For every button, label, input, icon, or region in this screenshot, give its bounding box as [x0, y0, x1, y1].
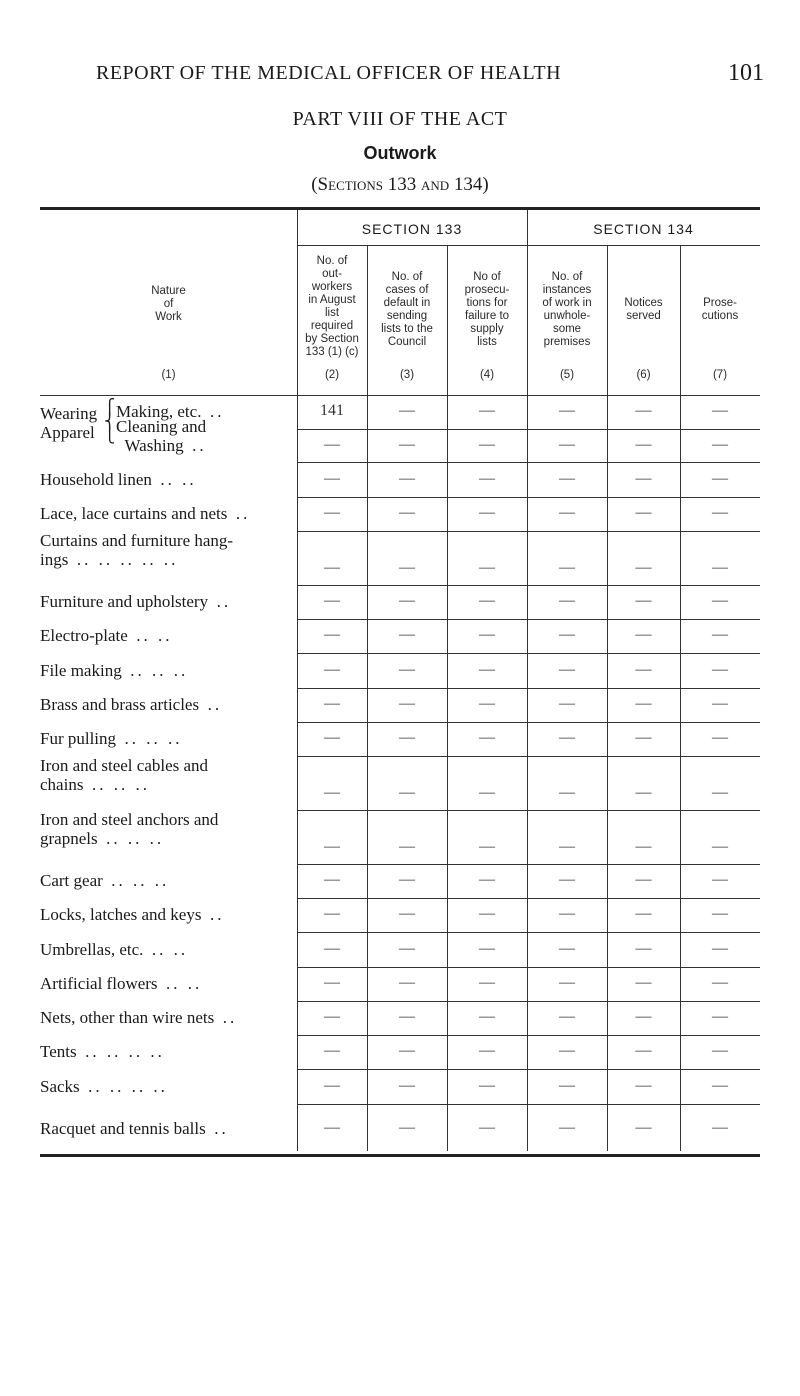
- row-label: [40, 905, 295, 924]
- row-rule: [297, 756, 760, 757]
- column-header-line: Prose-: [703, 297, 737, 309]
- row-label: [40, 626, 295, 645]
- row-label-text: [40, 905, 295, 924]
- table-cell: —: [712, 660, 728, 678]
- column-header-line: No. of: [551, 271, 583, 283]
- table-cell: —: [635, 402, 652, 419]
- row-label-text: [40, 661, 295, 680]
- table-cell: —: [635, 1119, 652, 1136]
- table-cell: —: [559, 1119, 575, 1136]
- row-rule: [297, 967, 760, 968]
- sections-heading: (Sections 133 and 134): [311, 174, 489, 195]
- table-cell: —: [559, 504, 575, 521]
- table-cell: —: [712, 784, 728, 801]
- column-number-2: (2): [324, 369, 340, 381]
- table-cell: —: [559, 660, 575, 678]
- row-label: [40, 810, 295, 848]
- table-cell: —: [479, 784, 495, 801]
- table-cell: —: [479, 974, 495, 991]
- column-header-line: cutions: [701, 310, 739, 322]
- table-cell: —: [559, 871, 575, 888]
- row-rule: [297, 585, 760, 586]
- column-header-line: lists to the: [381, 323, 433, 335]
- table-cell: —: [559, 1042, 575, 1059]
- table-cell: —: [324, 559, 340, 576]
- table-cell: —: [559, 974, 575, 991]
- table-cell: —: [635, 939, 652, 957]
- table-cell: —: [712, 905, 728, 922]
- table-cell: —: [559, 402, 575, 419]
- section-header-rule: [297, 245, 760, 246]
- row-rule: [297, 1104, 760, 1105]
- group-label-line2: Apparel: [40, 423, 95, 442]
- table-cell: —: [324, 592, 340, 609]
- group-brace: [104, 401, 115, 443]
- row-label: [40, 756, 295, 794]
- column-header-line: Council: [387, 336, 427, 348]
- table-cell: —: [635, 784, 652, 801]
- table-cell: —: [635, 626, 652, 643]
- row-rule: [297, 653, 760, 654]
- row-leader-dots: .. .. ..: [111, 871, 170, 890]
- column-number-5: (5): [559, 369, 575, 381]
- row-leader-dots: .. .. ..: [130, 660, 189, 680]
- row-label-text: [40, 592, 295, 611]
- table-cell: —: [479, 1076, 495, 1094]
- part-heading: PART VIII OF THE ACT: [292, 108, 508, 130]
- table-cell: 141: [320, 402, 344, 419]
- column-header-line: Nature: [151, 285, 186, 297]
- column-number-3: (3): [399, 369, 415, 381]
- column-number-6: (6): [636, 369, 651, 381]
- table-cell: —: [324, 695, 340, 712]
- row-rule: [297, 932, 760, 933]
- column-header-line: sending: [386, 310, 428, 322]
- table-cell: —: [479, 905, 495, 922]
- row-label: [40, 871, 295, 890]
- table-cell: —: [479, 871, 495, 888]
- table-cell: —: [712, 435, 728, 453]
- column-header-line: supply: [470, 323, 504, 335]
- table-cell: —: [559, 1076, 575, 1094]
- row-label-line2: grapnels: [40, 829, 107, 848]
- column-header-line: workers: [311, 281, 353, 293]
- row-leader-dots: .. ..: [166, 974, 203, 993]
- table-cell: —: [399, 695, 415, 712]
- row-label-text: [40, 504, 295, 523]
- outwork-table: [40, 207, 760, 1157]
- row-label: [40, 470, 295, 489]
- row-label: [40, 661, 295, 680]
- table-cell: —: [399, 729, 415, 746]
- column-header-7: [680, 297, 760, 323]
- table-cell: —: [324, 1076, 340, 1094]
- table-cell: —: [399, 974, 415, 991]
- column-header-line: tions for: [466, 297, 508, 309]
- table-cell: —: [712, 592, 728, 609]
- row-rule: [297, 429, 760, 430]
- table-cell: —: [559, 559, 575, 576]
- table-cell: —: [324, 1042, 340, 1059]
- row-label: [40, 695, 295, 714]
- table-cell: —: [324, 838, 340, 855]
- column-header-line: of: [163, 298, 174, 310]
- column-header-line: premises: [543, 336, 591, 348]
- table-cell: —: [712, 838, 728, 855]
- column-header-line: unwhole-: [543, 310, 591, 322]
- row-rule: [297, 688, 760, 689]
- row-label-line2: ings: [40, 550, 77, 569]
- brace-part: ⎧: [104, 400, 116, 416]
- table-cell: —: [635, 559, 652, 576]
- row-label-text: [40, 550, 295, 569]
- column-header-line: list: [324, 307, 340, 319]
- table-cell: —: [479, 469, 495, 487]
- table-cell: —: [399, 1008, 415, 1025]
- table-cell: —: [712, 626, 728, 643]
- table-cell: —: [399, 402, 415, 419]
- table-cell: —: [635, 592, 652, 609]
- table-cell: —: [399, 939, 415, 957]
- row-leader-dots: .. .. ..: [124, 729, 183, 748]
- table-cell: —: [479, 402, 495, 419]
- column-header-line: failure to: [464, 310, 510, 322]
- row-leader-dots: ..: [235, 504, 251, 523]
- table-cell: —: [559, 435, 575, 453]
- table-cell: —: [712, 559, 728, 576]
- table-cell: —: [635, 695, 652, 712]
- row-label-line1: Making, etc.: [116, 402, 210, 421]
- table-cell: —: [479, 695, 495, 712]
- column-header-6: [607, 297, 680, 323]
- row-label: [40, 974, 295, 993]
- row-rule: [297, 898, 760, 899]
- row-label-text: [40, 829, 295, 848]
- row-leader-dots: .. .. .. .. ..: [76, 550, 179, 569]
- row-label: [40, 1119, 295, 1138]
- row-label-text: [40, 729, 295, 748]
- table-cell: —: [635, 729, 652, 746]
- table-cell: —: [559, 1008, 575, 1025]
- column-header-line: served: [626, 310, 661, 322]
- table-cell: —: [712, 1008, 728, 1025]
- row-leader-dots: .. .. .. ..: [85, 1042, 165, 1061]
- table-cell: —: [479, 1008, 495, 1025]
- row-label-text: [40, 974, 295, 993]
- table-cell: —: [559, 905, 575, 922]
- row-label-line1: Artificial flowers: [40, 974, 167, 993]
- row-label-line1: Sacks: [40, 1076, 89, 1096]
- row-leader-dots: .. .. .. ..: [88, 1076, 168, 1096]
- table-cell: —: [399, 660, 415, 678]
- table-cell: —: [635, 974, 652, 991]
- row-label-text: Iron and steel cables and: [40, 756, 209, 775]
- column-header-line: Work: [155, 311, 182, 323]
- row-label-text: [40, 775, 295, 794]
- table-top-rule: [40, 207, 760, 210]
- row-leader-dots: .. ..: [136, 626, 173, 645]
- row-label-line1: Household linen: [40, 469, 161, 489]
- brace-part: ⎨: [104, 414, 116, 430]
- column-number-1: (1): [161, 369, 176, 381]
- table-cell: —: [635, 469, 652, 487]
- table-cell: —: [399, 838, 415, 855]
- table-bottom-rule: [40, 1154, 760, 1157]
- row-leader-dots: ..: [207, 695, 223, 714]
- row-rule: [297, 810, 760, 811]
- column-header-line: out-: [322, 268, 342, 280]
- row-rule: [297, 1035, 760, 1036]
- table-cell: —: [712, 1076, 728, 1094]
- table-cell: —: [399, 1042, 415, 1059]
- row-label-line1: Racquet and tennis balls: [40, 1119, 215, 1138]
- row-label: [116, 417, 295, 455]
- table-cell: —: [399, 626, 415, 643]
- table-cell: —: [399, 871, 415, 888]
- column-header-line: default in: [383, 297, 431, 309]
- table-cell: —: [712, 469, 728, 487]
- running-head-title: REPORT OF THE MEDICAL OFFICER OF HEALTH: [96, 62, 562, 84]
- row-label-text: Cleaning and: [116, 417, 207, 436]
- section-134-header: SECTION 134: [593, 221, 694, 237]
- row-label-line1: Tents: [40, 1042, 86, 1061]
- table-cell: —: [399, 435, 415, 453]
- table-cell: —: [559, 784, 575, 801]
- table-cell: —: [712, 402, 728, 419]
- table-cell: —: [712, 504, 728, 521]
- column-header-line: cases of: [385, 284, 429, 296]
- table-cell: —: [479, 1119, 495, 1136]
- column-header-line: in August: [308, 294, 356, 306]
- row-rule: [297, 1001, 760, 1002]
- running-head: [96, 62, 764, 92]
- row-label-text: [40, 940, 295, 959]
- table-cell: —: [712, 939, 728, 957]
- row-label-line1: Brass and brass articles: [40, 695, 208, 714]
- row-leader-dots: ..: [216, 592, 232, 611]
- table-cell: —: [479, 592, 495, 609]
- row-label-text: [40, 1008, 295, 1027]
- column-header-line: by Section: [305, 333, 359, 345]
- table-cell: —: [712, 974, 728, 991]
- table-cell: —: [399, 469, 415, 487]
- table-cell: —: [324, 469, 340, 487]
- column-number-7: (7): [712, 369, 728, 381]
- table-cell: —: [635, 435, 652, 453]
- column-header-line: required: [310, 320, 354, 332]
- column-header-line: 133 (1) (c): [305, 346, 359, 358]
- table-cell: —: [479, 1042, 495, 1059]
- table-cell: —: [399, 1119, 415, 1136]
- table-cell: —: [324, 939, 340, 957]
- row-label: [40, 1008, 295, 1027]
- row-leader-dots: ..: [222, 1008, 238, 1027]
- table-cell: —: [479, 435, 495, 453]
- row-leader-dots: .. .. ..: [106, 829, 165, 848]
- table-cell: —: [635, 1008, 652, 1025]
- row-label-text: Curtains and furniture hang-: [40, 531, 234, 550]
- table-cell: —: [635, 905, 652, 922]
- table-cell: —: [324, 626, 340, 643]
- row-rule: [297, 462, 760, 463]
- table-cell: —: [712, 695, 728, 712]
- table-cell: —: [559, 939, 575, 957]
- row-label-line1: Nets, other than wire nets: [40, 1008, 223, 1027]
- table-cell: —: [324, 871, 340, 888]
- column-header-4: [447, 271, 527, 349]
- row-label: [40, 940, 295, 959]
- table-cell: —: [324, 435, 340, 453]
- table-cell: —: [479, 729, 495, 746]
- row-label-line1: Umbrellas, etc.: [40, 939, 152, 959]
- row-rule: [297, 531, 760, 532]
- table-cell: —: [324, 974, 340, 991]
- row-leader-dots: ..: [209, 402, 225, 421]
- row-label: [40, 531, 295, 569]
- row-label: [40, 592, 295, 611]
- row-label-line1: Locks, latches and keys: [40, 905, 210, 924]
- row-label-line1: Electro-plate: [40, 626, 137, 645]
- row-label-text: Iron and steel anchors and: [40, 810, 219, 829]
- group-label-line1: Wearing: [40, 404, 98, 423]
- section-133-header: SECTION 133: [361, 221, 463, 237]
- row-label-text: [40, 626, 295, 645]
- row-label: [40, 1077, 295, 1096]
- row-leader-dots: .. .. ..: [91, 775, 150, 794]
- table-cell: —: [324, 905, 340, 922]
- table-cell: —: [635, 504, 652, 521]
- column-header-5: [527, 271, 607, 349]
- row-label-text: [40, 470, 295, 489]
- table-cell: —: [399, 784, 415, 801]
- subtitle-heading: Outwork: [363, 143, 437, 163]
- column-header-line: instances: [542, 284, 592, 296]
- table-cell: —: [712, 729, 728, 746]
- row-label-line1: Cart gear: [40, 871, 112, 890]
- row-leader-dots: .. ..: [160, 469, 197, 489]
- column-header-line: No. of: [316, 255, 348, 267]
- table-cell: —: [479, 838, 495, 855]
- table-cell: —: [712, 871, 728, 888]
- table-cell: —: [479, 626, 495, 643]
- table-cell: —: [399, 1076, 415, 1094]
- row-rule: [297, 864, 760, 865]
- row-label: [40, 729, 295, 748]
- row-label-text: [116, 436, 295, 455]
- table-cell: —: [559, 695, 575, 712]
- column-header-line: prosecu-: [464, 284, 510, 296]
- row-label-text: [40, 1119, 295, 1138]
- column-header-line: No of: [473, 271, 501, 283]
- table-cell: —: [399, 592, 415, 609]
- row-leader-dots: ..: [192, 436, 207, 455]
- row-label-line1: Lace, lace curtains and nets: [40, 504, 236, 523]
- row-leader-dots: ..: [214, 1119, 229, 1138]
- table-cell: —: [635, 838, 652, 855]
- header-rule: [40, 395, 760, 396]
- row-leader-dots: .. ..: [151, 939, 189, 959]
- table-cell: —: [559, 469, 575, 487]
- table-cell: —: [324, 504, 340, 521]
- table-cell: —: [324, 660, 340, 678]
- brace-part: ⎩: [104, 428, 116, 444]
- table-cell: —: [635, 660, 652, 678]
- table-cell: —: [399, 905, 415, 922]
- row-rule: [297, 497, 760, 498]
- column-header-line: some: [552, 323, 582, 335]
- column-header-line: lists: [477, 336, 497, 348]
- row-rule: [297, 619, 760, 620]
- table-cell: —: [324, 729, 340, 746]
- table-cell: —: [479, 660, 495, 678]
- column-header-2: [297, 255, 367, 359]
- row-label-line1: Fur pulling: [40, 729, 125, 748]
- table-cell: —: [559, 729, 575, 746]
- table-cell: —: [324, 1008, 340, 1025]
- row-label-line1: Furniture and upholstery: [40, 592, 217, 611]
- table-cell: —: [479, 939, 495, 957]
- column-header-line: Notices: [624, 297, 663, 309]
- row-rule: [297, 1069, 760, 1070]
- table-cell: —: [635, 871, 652, 888]
- column-header-1: [40, 285, 297, 324]
- row-leader-dots: ..: [209, 905, 225, 924]
- table-cell: —: [635, 1076, 652, 1094]
- row-label-line2: chains: [40, 775, 92, 794]
- table-cell: —: [479, 559, 495, 576]
- row-label-text: [40, 1077, 295, 1096]
- table-cell: —: [559, 838, 575, 855]
- row-label-text: [40, 871, 295, 890]
- table-cell: —: [712, 1119, 728, 1136]
- column-header-line: of work in: [542, 297, 592, 309]
- table-cell: —: [479, 504, 495, 521]
- row-rule: [297, 722, 760, 723]
- row-label: [40, 1042, 295, 1061]
- table-cell: —: [324, 784, 340, 801]
- row-label-line2: Washing: [116, 436, 193, 455]
- table-cell: —: [399, 559, 415, 576]
- table-cell: —: [712, 1042, 728, 1059]
- column-header-3: [367, 271, 447, 349]
- row-label-text: [40, 695, 295, 714]
- row-label-line1: File making: [40, 660, 131, 680]
- row-label-text: [40, 1042, 295, 1061]
- table-cell: —: [324, 1119, 340, 1136]
- table-cell: —: [635, 1042, 652, 1059]
- page-number: 101: [728, 60, 764, 86]
- table-cell: —: [399, 504, 415, 521]
- column-number-4: (4): [479, 369, 495, 381]
- row-label: [40, 504, 295, 523]
- column-header-line: No. of: [391, 271, 423, 283]
- table-cell: —: [559, 626, 575, 643]
- table-cell: —: [559, 592, 575, 609]
